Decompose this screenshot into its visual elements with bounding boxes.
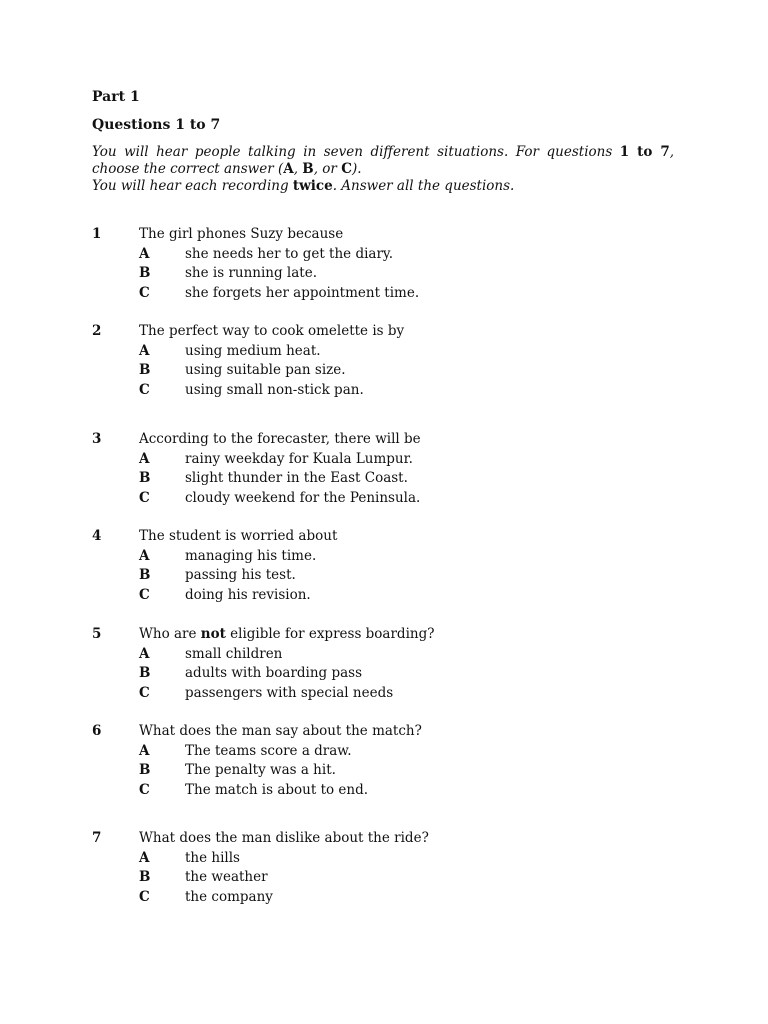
option-text: The match is about to end. <box>185 781 369 798</box>
instructions-text: You will hear people talking in seven different situations. For questions <box>92 144 620 160</box>
option-letter: A <box>139 342 150 359</box>
option-text: small children <box>185 645 283 662</box>
option-row <box>92 284 692 304</box>
option-letter: C <box>139 684 150 701</box>
option-letter: A <box>139 547 150 564</box>
option-text: the weather <box>185 869 268 886</box>
question-stem-row <box>92 430 692 450</box>
question-number: 1 <box>92 226 102 242</box>
option-letter: B <box>139 665 151 682</box>
option-row <box>92 849 692 869</box>
question-stem <box>139 625 434 645</box>
option-row <box>92 742 692 762</box>
instructions-text: ). <box>351 161 362 177</box>
question-stem-row <box>92 225 692 245</box>
question-number: 5 <box>92 626 102 642</box>
question-stem-row <box>92 322 692 342</box>
option-text: The penalty was a hit. <box>185 762 336 779</box>
option-row <box>92 761 692 781</box>
option-letter: A <box>139 245 150 262</box>
option-row <box>92 888 692 908</box>
instructions-text: , or <box>313 161 342 177</box>
option-row <box>92 645 692 665</box>
instructions-bold: 7 <box>660 144 670 160</box>
option-letter: C <box>139 489 150 506</box>
option-letter: C <box>139 781 150 798</box>
instructions-bold: A <box>283 161 294 177</box>
option-text: using small non-stick pan. <box>185 381 364 398</box>
question-number: 6 <box>92 723 102 739</box>
question-stem: The perfect way to cook omelette is by <box>139 323 405 339</box>
instructions-text: , choose the correct answer ( <box>92 144 675 177</box>
question-7 <box>92 829 692 907</box>
option-letter: C <box>139 284 150 301</box>
instructions-line1 <box>92 144 674 177</box>
question-number: 2 <box>92 323 102 339</box>
instructions-line2 <box>92 178 514 194</box>
instructions-bold: to <box>629 144 661 160</box>
option-letter: B <box>139 470 151 487</box>
option-row <box>92 664 692 684</box>
option-text: passengers with special needs <box>185 684 394 701</box>
question-stem: What does the man say about the match? <box>139 723 422 739</box>
option-row <box>92 781 692 801</box>
instructions-bold: twice <box>292 178 333 194</box>
question-stem-emphasis: not <box>200 626 226 642</box>
instructions-text: . Answer all the questions. <box>332 178 515 194</box>
option-row <box>92 245 692 265</box>
option-row <box>92 489 692 509</box>
option-row <box>92 342 692 362</box>
option-letter: B <box>139 567 151 584</box>
question-stem-text: eligible for express boarding? <box>225 626 435 642</box>
part-title: Part 1 <box>92 89 140 105</box>
option-row <box>92 566 692 586</box>
option-row <box>92 469 692 489</box>
question-stem-text: Who are <box>139 626 201 642</box>
option-text: cloudy weekend for the Peninsula. <box>185 489 421 506</box>
question-2 <box>92 322 692 400</box>
option-letter: B <box>139 869 151 886</box>
option-row <box>92 868 692 888</box>
option-row <box>92 586 692 606</box>
option-letter: A <box>139 645 150 662</box>
question-4 <box>92 527 692 605</box>
option-text: using suitable pan size. <box>185 362 346 379</box>
option-text: adults with boarding pass <box>185 665 363 682</box>
option-letter: A <box>139 742 150 759</box>
questions-title: Questions 1 to 7 <box>92 117 221 133</box>
option-text: rainy weekday for Kuala Lumpur. <box>185 450 413 467</box>
option-text: the company <box>185 888 273 905</box>
option-letter: B <box>139 265 151 282</box>
question-stem-row <box>92 829 692 849</box>
question-5 <box>92 625 692 703</box>
option-row <box>92 684 692 704</box>
option-letter: A <box>139 450 150 467</box>
instructions-bold: B <box>302 161 314 177</box>
option-letter: A <box>139 849 150 866</box>
option-row <box>92 381 692 401</box>
question-stem-row <box>92 625 692 645</box>
option-text: passing his test. <box>185 567 296 584</box>
instructions-bold: C <box>341 161 352 177</box>
option-text: the hills <box>185 849 240 866</box>
option-text: she is running late. <box>185 265 317 282</box>
option-row <box>92 361 692 381</box>
question-stem-row <box>92 722 692 742</box>
option-row <box>92 264 692 284</box>
question-6 <box>92 722 692 800</box>
option-row <box>92 450 692 470</box>
instructions-text: , <box>293 161 303 177</box>
question-number: 4 <box>92 528 102 544</box>
question-1 <box>92 225 692 303</box>
option-text: doing his revision. <box>185 586 311 603</box>
instructions-bold: 1 <box>619 144 630 160</box>
option-letter: C <box>139 888 150 905</box>
option-text: she forgets her appointment time. <box>185 284 420 301</box>
option-letter: C <box>139 586 150 603</box>
question-stem: The girl phones Suzy because <box>139 226 344 242</box>
question-number: 7 <box>92 830 102 846</box>
option-text: she needs her to get the diary. <box>185 245 394 262</box>
question-number: 3 <box>92 431 102 447</box>
question-stem: What does the man dislike about the ride? <box>139 830 429 846</box>
option-letter: C <box>139 381 150 398</box>
option-text: managing his time. <box>185 547 317 564</box>
question-stem: According to the forecaster, there will be <box>139 431 421 447</box>
option-row <box>92 547 692 567</box>
option-text: using medium heat. <box>185 342 321 359</box>
question-3 <box>92 430 692 508</box>
option-text: slight thunder in the East Coast. <box>185 470 408 487</box>
question-stem-row <box>92 527 692 547</box>
instructions <box>92 144 674 195</box>
option-text: The teams score a draw. <box>185 742 352 759</box>
option-letter: B <box>139 762 151 779</box>
option-letter: B <box>139 362 151 379</box>
instructions-text: You will hear each recording <box>92 178 293 194</box>
question-stem: The student is worried about <box>139 528 338 544</box>
